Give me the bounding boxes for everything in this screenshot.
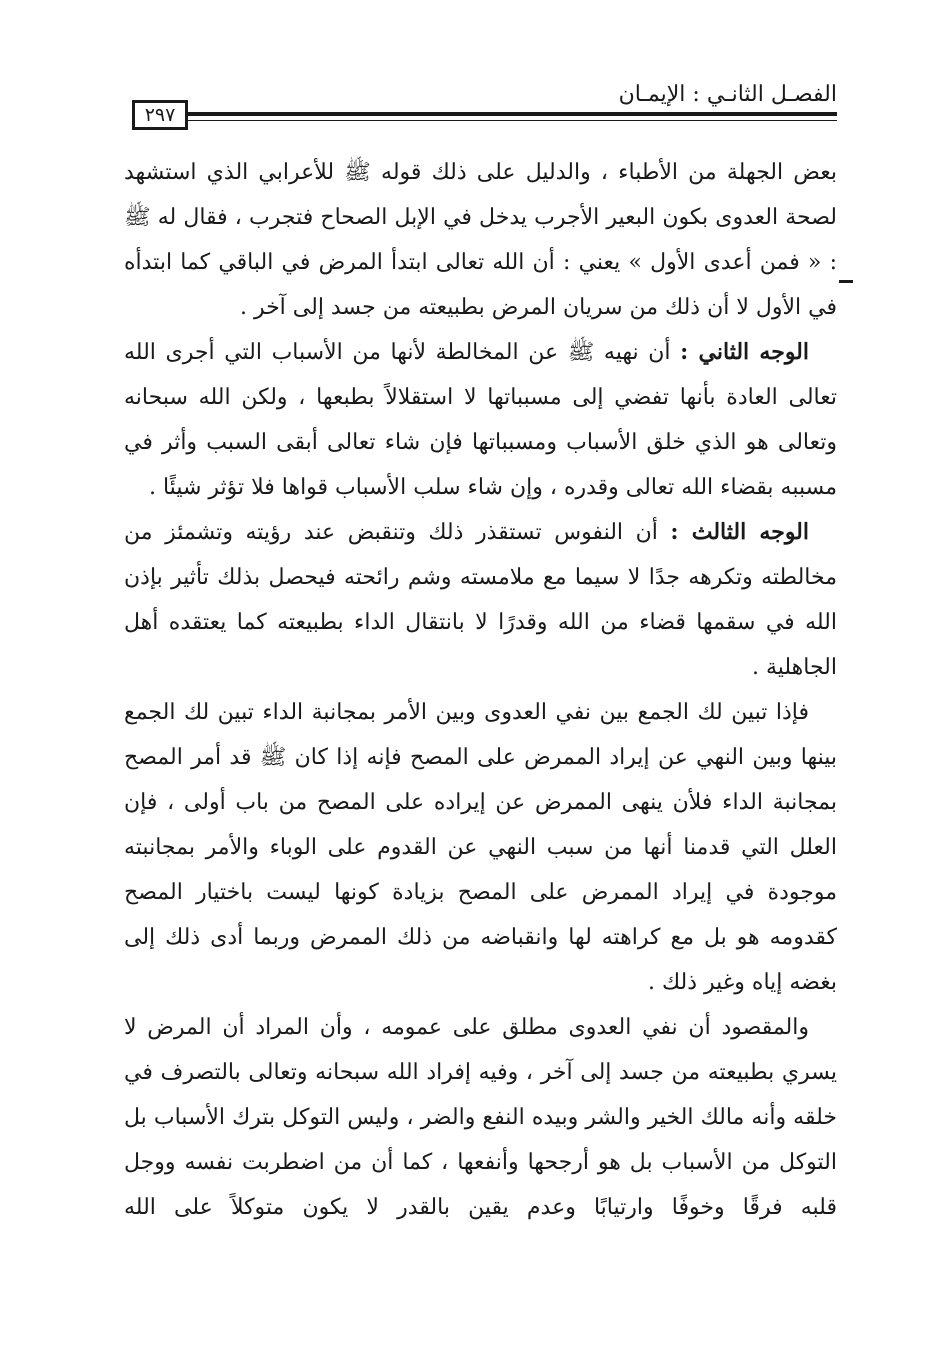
- third-aspect-text: أن النفوس تستقذر ذلك وتنقبض عند رؤيته وتشمئز من مخالطته وتكرهه جدًا لا سيما مع ملامسته وشم رائحته فيحصل بذلك تأثير بإذن الله في سقمها قضاء من الله وقدرًا لا بانتقال الداء بطبيعته كما يعتقده أهل الجاهلية .: [124, 520, 837, 680]
- paragraph-third-aspect: [124, 510, 837, 690]
- paragraph-second-aspect: [124, 330, 837, 510]
- header-rule-thin: [188, 120, 837, 121]
- header-double-rule: [188, 112, 837, 124]
- running-header-title: الفصـل الثانـي : الإيمـان: [618, 82, 837, 107]
- body-text: [124, 150, 837, 1230]
- paragraph-continuation: بعض الجهلة من الأطباء ، والدليل على ذلك قوله ﷺ للأعرابي الذي استشهد لصحة العدوى بكون البعير الأجرب يدخل في الإبل الصحاح فتجرب ، فقال له ﷺ : « فمن أعدى الأول » يعني : أن الله تعالى ابتدأ المرض في الباقي كما ابتدأه في الأول لا أن ذلك من سريان المرض بطبيعته من جسد إلى آخر .: [124, 160, 837, 320]
- paragraph-reconciliation: فإذا تبين لك الجمع بين نفي العدوى وبين الأمر بمجانبة الداء تبين لك الجمع بينها وبين النهي عن إيراد الممرض على المصح فإنه إذا كان ﷺ قد أمر المصح بمجانبة الداء فلأن ينهى الممرض عن إيراده على المصح من باب أولى ، فإن العلل التي قدمنا أنها من سبب النهي عن القدوم على الوباء والأمر بمجانبته موجودة في إيراد الممرض على المصح بزيادة كونها ليست باختيار المصح كقدومه هو بل مع كراهته لها وانقباضه من ذلك الممرض وربما أدى ذلك إلى بغضه إياه وغير ذلك .: [124, 700, 837, 995]
- header-rule-thick: [188, 112, 837, 116]
- margin-mark: [839, 280, 853, 283]
- page-number: ٢٩٧: [132, 100, 188, 130]
- second-aspect-heading: الوجه الثاني :: [680, 339, 809, 365]
- paragraph-conclusion: والمقصود أن نفي العدوى مطلق على عمومه ، وأن المراد أن المرض لا يسري بطبيعته من جسد إلى آخر ، وفيه إفراد الله سبحانه وتعالى بالتصرف في خلقه وأنه مالك الخير والشر وبيده النفع والضر ، وليس التوكل بترك الأسباب بل التوكل من الأسباب بل هو أرجحها وأنفعها ، كما أن من اضطربت نفسه ووجل قلبه فرقًا وخوفًا وارتيابًا وعدم يقين بالقدر لا يكون متوكلاً على الله: [124, 1015, 837, 1220]
- third-aspect-heading: الوجه الثالث :: [670, 519, 810, 545]
- second-aspect-text: أن نهيه ﷺ عن المخالطة لأنها من الأسباب التي أجرى الله تعالى العادة بأنها تفضي إلى مسبباتها لا استقلالاً بطبعها ، ولكن الله سبحانه وتعالى هو الذي خلق الأسباب ومسبباتها فإن شاء تعالى أبقى السبب وأثر في مسببه بقضاء الله تعالى وقدره ، وإن شاء سلب الأسباب قواها فلا تؤثر شيئًا .: [124, 340, 837, 500]
